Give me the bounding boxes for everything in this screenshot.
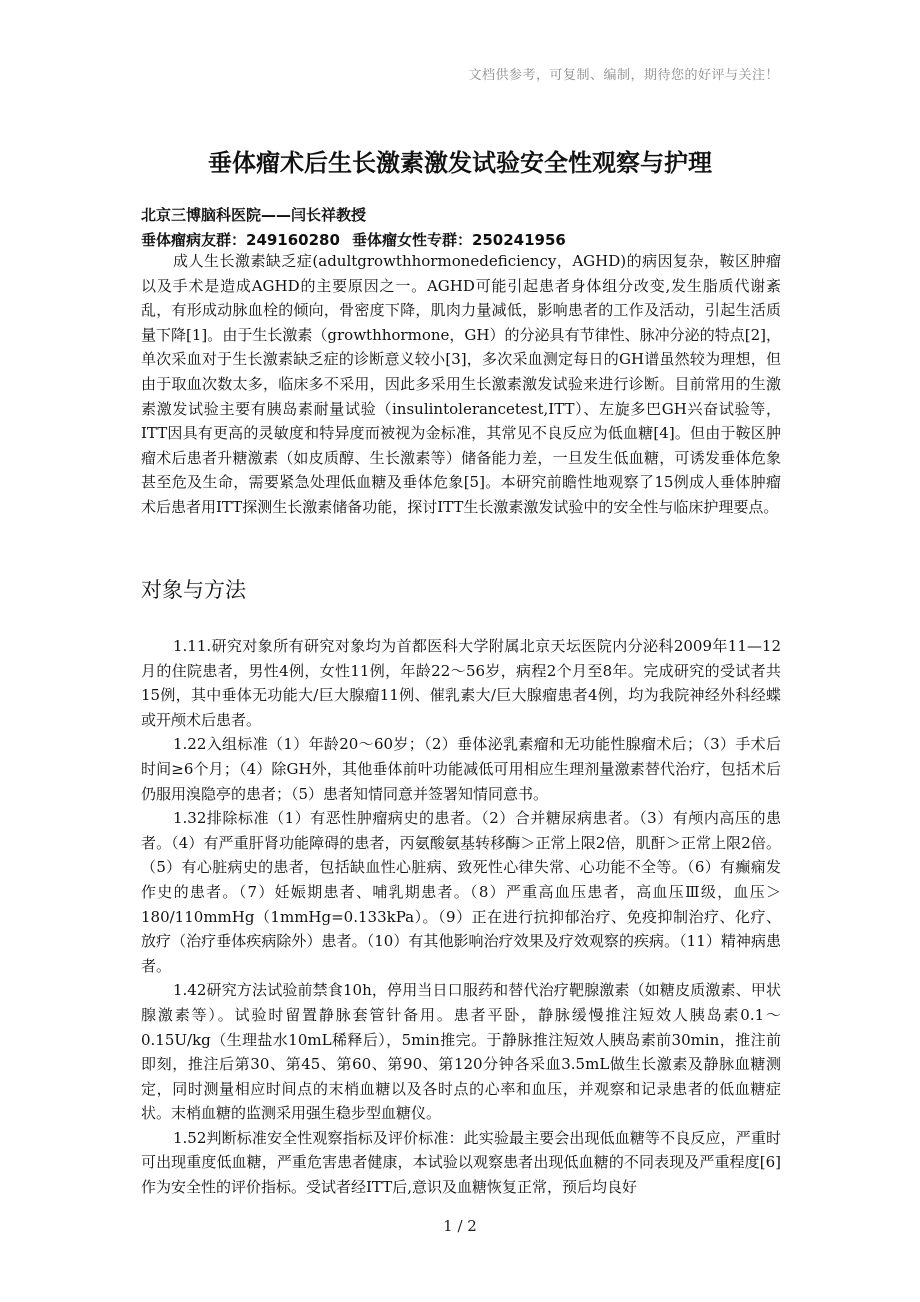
intro-section xyxy=(141,249,781,520)
group-2: 垂体瘤女性专群：250241956 xyxy=(351,231,566,249)
methods-paragraph-3: 1.32排除标准（1）有恶性肿瘤病史的患者。（2）合并糖尿病患者。（3）有颅内高压的患者。（4）有严重肝肾功能障碍的患者，丙氨酸氨基转移酶＞正常上限2倍，肌酐＞正常上限2倍。（5）有心脏病史的患者，包括缺血性心脏病、致死性心律失常、心功能不全等。（6）有癫痫发作史的患者。（7）妊娠期患者、哺乳期患者。（8）严重高血压患者，高血压Ⅲ级，血压＞180/110mmHg（1mmHg=0.133kPa）。（9）正在进行抗抑郁治疗、免疫抑制治疗、化疗、放疗（治疗垂体疾病除外）患者。（10）有其他影响治疗效果及疗效观察的疾病。（11）精神病患者。 xyxy=(141,809,781,975)
methods-paragraph-4: 1.42研究方法试验前禁食10h，停用当日口服药和替代治疗靶腺激素（如糖皮质激素、甲状腺激素等）。试验时留置静脉套管针备用。患者平卧，静脉缓慢推注短效人胰岛素0.1～0.15U/kg（生理盐水10mL稀释后），5min推完。于静脉推注短效人胰岛素前30min，推注前即刻，推注后第30、第45、第60、第90、第120分钟各采血3.5mL做生长激素及静脉血糖测定，同时测量相应时间点的末梢血糖以及各时点的心率和血压，并观察和记录患者的低血糖症状。末梢血糖的监测采用强生稳步型血糖仪。 xyxy=(141,981,781,1123)
group-line xyxy=(141,229,566,250)
intro-paragraph: 成人生长激素缺乏症(adultgrowthhormonedeficiency，AGHD)的病因复杂，鞍区肿瘤以及手术是造成AGHD的主要原因之一。AGHD可能引起患者身体组分改变,发生脂质代谢紊乱，有形成动脉血栓的倾向，骨密度下降，肌肉力量减低，影响患者的工作及活动，引起生活质量下降[1]。由于生长激素（growthhormone，GH）的分泌具有节律性、脉冲分泌的特点[2]，单次采血对于生长激素缺乏症的诊断意义较小[3]，多次采血测定每日的GH谱虽然较为理想，但由于取血次数太多，临床多不采用，因此多采用生长激素激发试验来进行诊断。目前常用的生激素激发试验主要有胰岛素耐量试验（insulintolerancetest,ITT）、左旋多巴GH兴奋试验等，ITT因具有更高的灵敏度和特异度而被视为金标准，其常见不良反应为低血糖[4]。但由于鞍区肿瘤术后患者升糖激素（如皮质醇、生长激素等）储备能力差，一旦发生低血糖，可诱发垂体危象甚至危及生命，需要紧急处理低血糖及垂体危象[5]。本研究前瞻性地观察了15例成人垂体肿瘤术后患者用ITT探测生长激素储备功能，探讨ITT生长激素激发试验中的安全性与临床护理要点。 xyxy=(141,252,781,516)
author-line: 北京三博脑科医院——闫长祥教授 xyxy=(141,206,367,224)
methods-paragraph-1: 1.11.研究对象所有研究对象均为首都医科大学附属北京天坛医院内分泌科2009年11—12月的住院患者，男性4例，女性11例，年龄22～56岁，病程2个月至8年。完成研究的受试者共15例，其中垂体无功能大/巨大腺瘤11例、催乳素大/巨大腺瘤患者4例，均为我院神经外科经蝶或开颅术后患者。 xyxy=(141,637,781,729)
methods-paragraph-5: 1.52判断标准安全性观察指标及评价标准：此实验最主要会出现低血糖等不良反应，严重时可出现重度低血糖，严重危害患者健康，本试验以观察患者出现低血糖的不同表现及严重程度[6]作为安全性的评价指标。受试者经ITT后,意识及血糖恢复正常，预后均良好 xyxy=(141,1128,781,1197)
methods-section xyxy=(141,634,781,1200)
group-1: 垂体瘤病友群：249160280 xyxy=(141,231,340,249)
section-heading: 对象与方法 xyxy=(141,578,246,602)
header-note: 文档供参考，可复制、编制，期待您的好评与关注！ xyxy=(468,68,779,83)
methods-paragraph-2: 1.22入组标准（1）年龄20～60岁；（2）垂体泌乳素瘤和无功能性腺瘤术后；（3）手术后时间≥6个月；（4）除GH外，其他垂体前叶功能减低可用相应生理剂量激素替代治疗，包括术后仍服用溴隐亭的患者；（5）患者知情同意并签署知情同意书。 xyxy=(141,735,781,803)
document-title: 垂体瘤术后生长激素激发试验安全性观察与护理 xyxy=(208,149,712,177)
page-number: 1 / 2 xyxy=(443,1217,477,1235)
